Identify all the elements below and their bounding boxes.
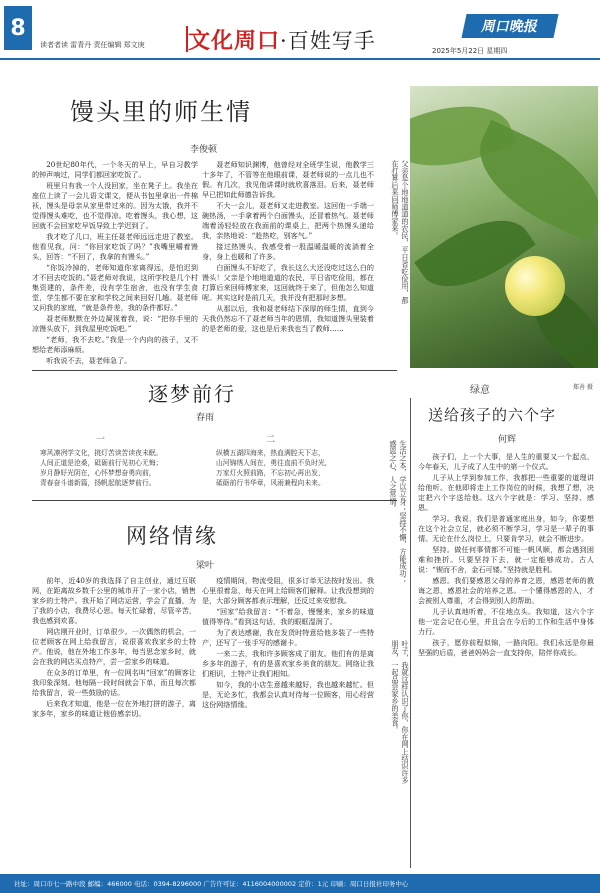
paragraph: 班里只有我一个人没回家，坐在凳子上。我坐在座位上读了一会儿语文课文，便从书包里拿出一件棉袄，馒头是母亲从家里带过来的。因为太饿，我并不觉得馒头难吃，也不觉得凉。吃着馒头，我心想，这回就不会回家吃早饭导致上学迟到了。 [32,181,198,230]
article4-body [418,452,594,870]
issue-date: 2025年5月22日 星期四 [432,47,508,55]
article1-author: 李俊顿 [190,145,218,155]
paragraph: 在众多的订单里，有一位网名叫“回家”的顾客让我印象深刻。他每隔一段时间就会下单，而且每次都给我留言，说一些鼓励的话。 [32,668,196,697]
article4-title: 送给孩子的六个字 [428,406,557,424]
article3-side-note: 叶子，我就这样认识了你，你在网上结识许多朋友，一起品尝家乡的美食。 [391,640,410,784]
paragraph: 聂老师默默在外边凝视着我，说：“把你手里的凉馒头放下，到我屋里吃饭吧。” [32,314,198,333]
poem-line: 山河锦绣人间在，勇往直前不负时光， [216,459,332,467]
poem-line: 砥砺前行书华章，风雨兼程向未来。 [216,479,325,487]
article3-col1 [32,576,196,868]
article4-author: 何辉 [498,435,517,445]
article1-col1 [32,160,198,365]
photo-caption: 绿意 [470,385,490,396]
paragraph: 为了表达感谢，我在发货时特意给他多装了一些特产，还写了一张手写的感谢卡。 [202,628,374,647]
paragraph: 不大一会儿，聂老师又走进教室。这回他一手端一碗热汤，一手拿着两个白面馒头，还冒着热气。聂老师端着汤轻轻放在我面前的课桌上，把两个热馒头递给我，亲热地说：“趁热吃，别客气。” [202,201,374,240]
poem-line: 人间正道是沧桑，砥砺前行见初心无悔； [40,459,163,467]
article1-title: 馒头里的师生情 [70,98,252,126]
poem-line: 万家灯火照前路，不忘初心再出发， [216,469,325,477]
paragraph: “你饭冷掉的，老师知道你家离得远，是怕迟到才不回去吃饭的。”聂老师对我说，这所学校是几个村集资建的，条件差，没有学生宿舍，也没有学生食堂，学生都不要在家和学校之间来回好几趟。聂老师又问我的家庭，“就是条件差，我的条件都好。” [32,263,198,312]
paragraph: 感恩。我们要感恩父母的养育之恩，感恩老师的教诲之恩，感恩社会的培养之恩。一个懂得感恩的人，才会被别人尊重，才会得到别人的帮助。 [418,576,594,605]
paragraph: “老师，我不去吃。”我是一个内向的孩子，又不想给老师添麻烦。 [32,335,198,354]
plum-fruit [505,256,565,316]
article4-side-note: 生活之本，学以立身；坚持不懈，方能成功；感恩之心，人之常情。 [389,440,408,584]
header-rule [0,58,600,60]
paragraph: 聂老师知识渊博，他曾经对全班学生说，他教学三十多年了，不管等在他眼前课，聂老师说的一点儿也不假。有几次，我见他讲课时就欣喜落泪。后来，聂老师早已把如此师德告诉我。 [202,160,374,199]
article3-col2 [202,576,374,868]
section-rule [32,370,397,371]
photo-side-note: 父亲是个地地道道的农民，平日省吃俭用，都在打算后来回师傅家来。 [391,160,410,304]
paragraph: 儿子认真地听着，不住地点头。我知道，这六个字他一定会记在心里，并且会在今后的工作和生活中身体力行。 [418,607,594,636]
poem-part1-label: 一 [96,435,106,445]
photo-green-plum [410,86,598,368]
article2-author: 春雨 [196,413,215,423]
paragraph: 我才吃了几口，班主任聂老师远远走进了教室。他看见我，问：“你回家吃饭了吗？”我嘴里嚼着馒头，回答：“不回了，我拿的有馒头。” [32,232,198,261]
paragraph: 后来我才知道，他是一位在外地打拼的游子，离家多年，家乡的味道让他倍感亲切。 [32,699,196,718]
column-title-sub: ·百姓写手 [280,29,376,53]
paragraph: 疫情期间，物流受阻，很多订单无法按时发出。我心里很着急，每天在网上给顾客们解释。让我没想到的是，大部分顾客都表示理解，还反过来安慰我。 [202,576,374,605]
article3-title: 网络情缘 [126,524,218,548]
poem-line: 岁月静好光阴在，心怀梦想奋勇向前， [40,469,156,477]
paragraph: 如今，我的小店生意越来越好，我也越来越忙。但是，无论多忙，我都会认真对待每一位顾客，用心经营这份网络情缘。 [202,680,374,709]
poem-part1 [40,448,200,488]
poem-part2-label: 二 [266,435,276,445]
article2-title: 逐梦前行 [148,382,236,406]
paragraph: 网店刚开业时，订单很少。一次偶然的机会，一位老顾客在网上给我留言，说很喜欢我家乡的土特产。他说，他在外地工作多年，每当思念家乡时，就会在我的网店买点特产，尝一尝家乡的味道。 [32,627,196,666]
newspaper-logo: 周口晚报 [461,14,558,38]
column-title [188,24,376,55]
paragraph: “回家”给我留言：“不着急，慢慢来，家乡的味道值得等待。”看到这句话，我的眼眶湿润了。 [202,607,374,626]
paragraph: 白面馒头不好吃了，我长这么大还没吃过这么白的馒头！父亲是个地地道道的农民，平日省吃俭用，都在打算后来回师傅家来，这回就终于来了，但他怎么知道呢。其实这时是前几天，我并没有把那时多想。 [202,263,374,302]
paragraph: 学习。我说，我们是普通家庭出身，如今，你要想在这个社会立足，就必须不断学习，学习是一辈子的事情。无论在什么岗位上，只要肯学习，就会不断进步。 [418,514,594,543]
column-divider [410,398,411,868]
photo-credit: 郑善 摄 [573,384,593,391]
paragraph: 孩子们，上一个大事，是人生的重要又一个起点，今年春天，儿子成了人生中的第一个仪式。 [418,452,594,471]
section-rule [32,500,397,501]
footer-bar: 社址：周口市七一路中段 邮编：466000 电话：0394-8296000 广告许可证：4116004000002 定价：1元 印刷：周口日报社印务中心 [0,874,600,893]
header-meta: 读者者读 雷青丹 责任编辑 郑文庚 [40,41,145,49]
paragraph: 接过热馒头，我感受着一股温暖温暖的流淌着全身，身上也暖和了许多。 [202,242,374,261]
paragraph: 儿子从上学到参加工作，我都把一些重要的道理讲给他听。在他即将走上工作岗位的时候，我想了想，决定把六个字送给他。这六个字就是：学习、坚持、感恩。 [418,473,594,512]
paragraph: 前年，近40岁的我选择了自主创业，通过互联网，在距离故乡数千公里的城市开了一家小店，销售家乡的土特产。我开始了网店运营，学会了直播，为了我的小店，我费尽心思。每天忙碌着，尽管辛苦，我也感到欢喜。 [32,576,196,625]
paragraph: 20世纪80年代，一个冬天的早上，早自习教学的钟声响过，同学们都回家吃饭了。 [32,160,198,179]
column-title-main: 文化周口 [188,28,281,54]
page-number: 8 [4,6,32,50]
paragraph: 听我说不去，聂老师急了。 [46,356,132,365]
paragraph: 坚持。做任何事情都不可能一帆风顺，都会遇到困难和挫折。只要坚持下去，就一定能够成功。古人说：“锲而不舍，金石可镂。”坚持就是胜利。 [418,545,594,574]
paragraph: 一来二去，我和许多顾客成了朋友。他们有的是离乡多年的游子，有的是喜欢家乡美食的朋友。网络让我们相识，土特产让我们相知。 [202,649,374,678]
article3-author: 梁叶 [196,561,215,571]
poem-part2 [216,448,376,488]
article1-col2 [202,160,374,365]
poem-line: 青春奋斗谱新篇，扬帆起航逐梦前行。 [40,479,156,487]
poem-line: 纵横五湖四海来，热血满腔天下志， [216,449,325,457]
poem-line: 寒风凛冽学文化，挑灯苦读苦读夜未眠。 [40,449,163,457]
paragraph: 从那以后，我和聂老师结下深厚的师生情，直到今天我仍然忘不了聂老师当年的恩情，我知道馒头里装着的是老师的爱，这也是后来我也当了教师…… [202,304,374,333]
paragraph: 孩子，愿你前程似锦，一路向阳。我们永远是你最坚强的后盾，爸爸妈妈会一直支持你，陪伴你成长。 [418,638,594,657]
